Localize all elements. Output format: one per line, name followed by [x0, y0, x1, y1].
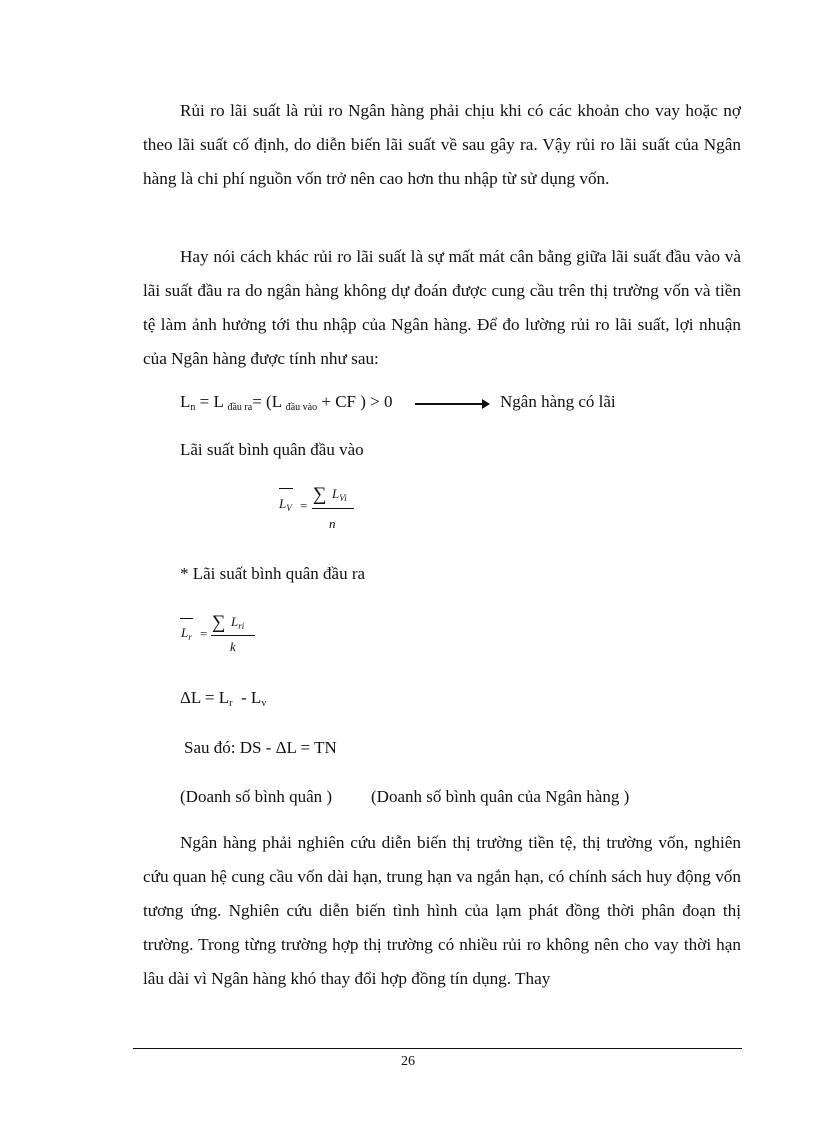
label-input-rate: Lãi suất bình quân đầu vào	[180, 440, 364, 459]
paragraph-1: Rủi ro lãi suất là rủi ro Ngân hàng phải chịu khi có các khoản cho vay hoặc nợ theo lãi suất cố định, do diễn biến lãi suất về sau gây ra. Vậy rủi ro lãi suất của Ngân hàng là chi phí nguồn vốn trở nên cao hơn thu nhập từ sử dụng vốn.	[143, 101, 741, 188]
fraction-bar	[312, 508, 354, 509]
formula-average-input	[276, 484, 376, 544]
fr-num-l: L	[231, 614, 239, 629]
formula-average-output	[180, 608, 280, 668]
formula-eq: = L	[195, 392, 228, 411]
right-arrow-icon	[415, 403, 488, 405]
fr-den: k	[230, 639, 236, 654]
delta-v: v	[261, 698, 267, 709]
fv-l: L	[279, 496, 287, 511]
sau-do-formula: Sau đó: DS - ΔL = TN	[184, 738, 337, 757]
profit-formula	[180, 392, 393, 413]
fv-sum: ∑	[313, 484, 327, 505]
overline	[180, 618, 193, 619]
delta-a: ΔL = L	[180, 688, 230, 707]
formula-mid: = (L	[252, 392, 286, 411]
delta-b: - L	[232, 688, 262, 707]
formula-result: Ngân hàng có lãi	[500, 392, 616, 411]
formula-dau-vao: đầu vào	[285, 402, 318, 413]
fr-num-sub: ri	[238, 621, 245, 631]
label-output-rate: * Lãi suất bình quân đầu ra	[180, 564, 366, 583]
delta-r: r	[229, 698, 233, 709]
note-average-sales: (Doanh số bình quân )	[180, 787, 333, 806]
fr-eq: =	[200, 626, 208, 641]
paragraph-3: Ngân hàng phải nghiên cứu diễn biến thị trường tiền tệ, thị trường vốn, nghiên cứu quan hệ cung cầu vốn dài hạn, trung hạn va ngắn hạn, có chính sách huy động vốn tương ứng. Nghiên cứu diễn biến tình hình của lạm phát đồng thời phân đoạn thị trường. Trong từng trường hợp thị trường có nhiều rủi ro không nên cho vay thời hạn lâu dài vì Ngân hàng khó thay đổi hợp đồng tín dụng. Thay	[143, 833, 741, 988]
delta-formula	[180, 688, 266, 709]
formula-l: L	[180, 392, 191, 411]
fraction-bar	[211, 635, 255, 636]
footer-rule	[133, 1048, 742, 1049]
fv-eq: =	[300, 498, 308, 513]
fv-den: n	[329, 516, 336, 531]
page-number: 26	[401, 1054, 415, 1069]
fv-num-l: L	[332, 486, 340, 501]
overline	[279, 488, 293, 489]
fv-num-sub: Vi	[339, 493, 347, 503]
note-bank-average-sales: (Doanh số bình quân của Ngân hàng )	[371, 787, 630, 806]
fr-sum: ∑	[212, 612, 226, 633]
paragraph-2: Hay nói cách khác rủi ro lãi suất là sự mất mát cân bằng giữa lãi suất đầu vào và lãi suất đầu ra do ngân hàng không dự đoán được cung cầu trên thị trường vốn và tiền tệ làm ảnh hưởng tới thu nhập của Ngân hàng. Để đo lường rủi ro lãi suất, lợi nhuận của Ngân hàng được tính như sau:	[143, 247, 741, 368]
formula-tail: + CF ) > 0	[317, 392, 393, 411]
formula-dau-ra: đầu ra	[227, 402, 253, 413]
fr-sub: r	[188, 632, 192, 642]
formula-l-sub: n	[190, 402, 196, 413]
fr-l: L	[181, 625, 189, 640]
fv-sub: V	[286, 503, 292, 513]
